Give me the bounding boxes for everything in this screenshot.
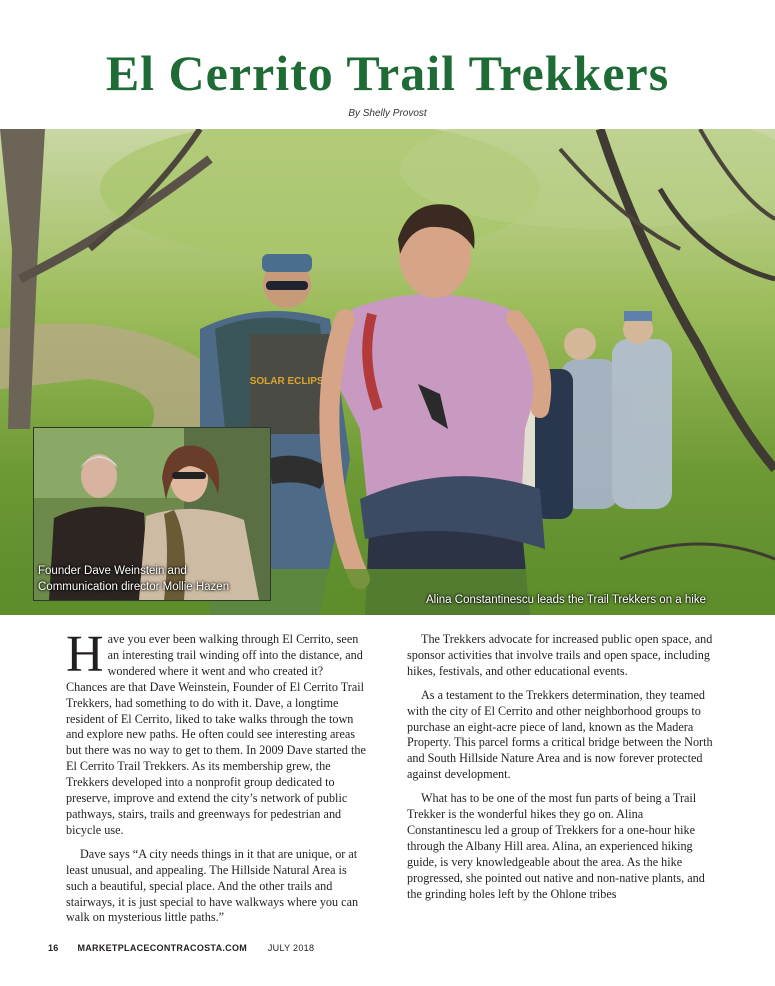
- shirt-logo-text: SOLAR ECLIPSE: [249, 376, 331, 387]
- inset-caption-line-2: Communication director Mollie Hazen: [38, 581, 230, 593]
- footer-site: MARKETPLACECONTRACOSTA.COM: [77, 943, 248, 953]
- paragraph: Have you ever been walking through El Cerrito, seen an interesting trail winding off into the distance, and wondered where it went and who created it? Chances are that Dave Weinstein, Founder of El Cerrito Trail Trekkers, had something to do with it. Dave, a longtime resident of El Cerrito, liked to take walks through the town and explore new paths. He often could see interesting areas but there was no way to get to them. In 2009 Dave started the El Cerrito Trail Trekkers. As its membership grew, the Trekkers developed into a nonprofit group dedicated to preserve, improve and extend the city’s network of public pathways, stairs, trails and greenways for pedestrian and bicycle use.: [66, 626, 366, 837]
- article-column-right: [407, 632, 713, 911]
- inset-photo-caption: [38, 563, 268, 595]
- paragraph: Dave says “A city needs things in it that are unique, or at least unusual, and appealing. The Hillside Natural Area is such a beautiful, special place. And the other trails and stairways, it is just special to have walkways where you can walk on mysterious little paths.”: [66, 846, 359, 925]
- article-column-left: [66, 626, 366, 934]
- page-footer: [48, 943, 314, 953]
- paragraph: What has to be one of the most fun parts of being a Trail Trekker is the wonderful hikes they go on. Alina Constantinescu led a group of Trekkers for a one-hour hike through the Albany Hill area. Alina, an experienced hiking guide, is very knowledgeable about the area. As the hike progressed, she pointed out native and non-native plants, and the grinding holes left by the Ohlone tribes: [407, 791, 705, 901]
- paragraph: As a testament to the Trekkers determination, they teamed with the city of El Cerrito and other neighborhood groups to purchase an eight-acre piece of land, known as the Madera Property. This parcel forms a critical bridge between the North and South Hillside Nature Area and is now forever protected against development.: [407, 687, 713, 782]
- byline: By Shelly Provost: [348, 108, 427, 119]
- page-number: 16: [48, 943, 59, 953]
- inset-caption-line-1: Founder Dave Weinstein and: [38, 565, 187, 577]
- article-title: El Cerrito Trail Trekkers: [105, 45, 670, 101]
- drop-cap: H: [66, 626, 104, 683]
- main-photo-caption: Alina Constantinescu leads the Trail Trekkers on a hike: [426, 594, 706, 606]
- footer-date: JULY 2018: [267, 943, 315, 953]
- paragraph: The Trekkers advocate for increased public open space, and sponsor activities that involve trails and open space, including hikes, festivals, and other educational events.: [407, 632, 713, 678]
